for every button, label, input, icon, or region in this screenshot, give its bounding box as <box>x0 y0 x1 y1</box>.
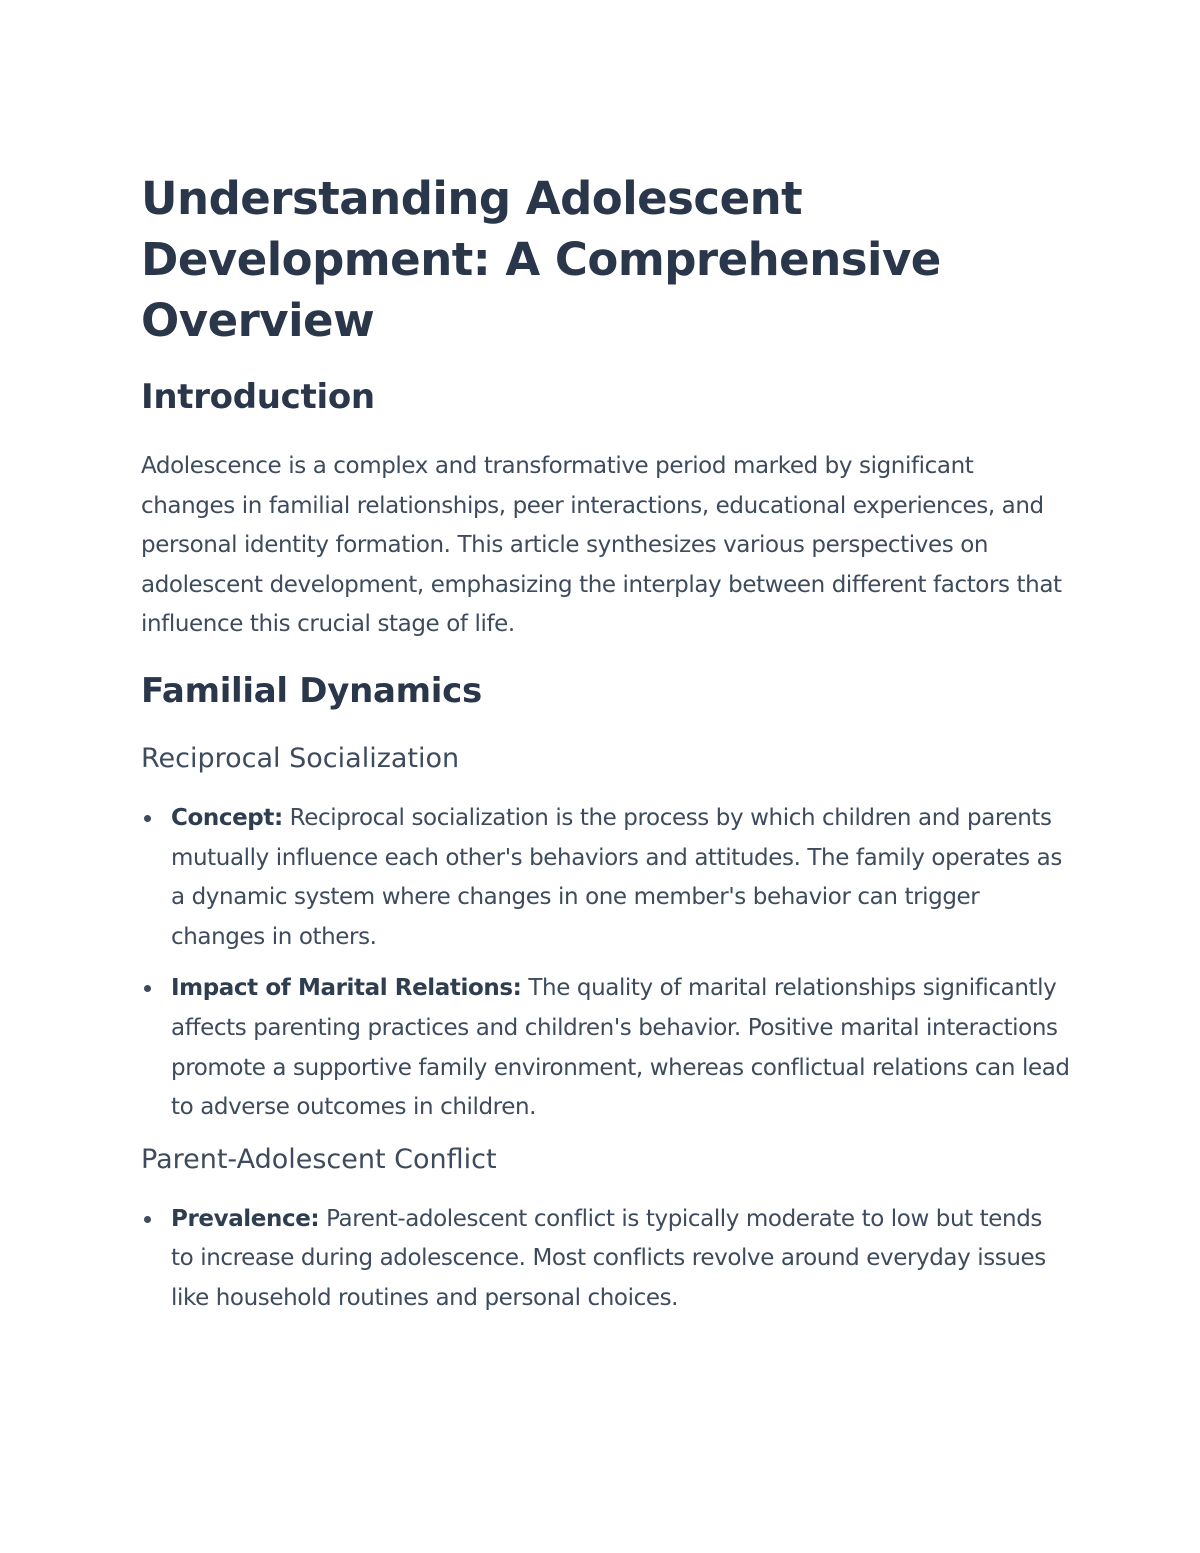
list-item-term: Prevalence: <box>171 1205 320 1232</box>
list-item-term: Impact of Marital Relations: <box>171 975 522 1002</box>
introduction-paragraph: Adolescence is a complex and transformative period marked by significant changes in familial relationships, peer interactions, educational experiences, and personal identity formation. This article synthesizes various perspectives on adolescent development, emphasizing the interplay between different factors that influence this crucial stage of life. <box>141 453 1062 638</box>
list-item <box>141 1200 1071 1319</box>
list-item-text: The quality of marital relationships significantly affects parenting practices and children's behavior. Positive marital interactions promote a supportive family environment, whereas conflictual relations can lead to adverse outcomes in children. <box>171 975 1070 1121</box>
list-item <box>141 799 1071 957</box>
document-page <box>141 168 1071 1319</box>
section-heading-familial-dynamics: Familial Dynamics <box>141 670 482 711</box>
parent-adolescent-conflict-list <box>141 1200 1071 1319</box>
list-item <box>141 969 1071 1127</box>
subsection-heading-reciprocal-socialization: Reciprocal Socialization <box>141 742 460 774</box>
reciprocal-socialization-list <box>141 799 1071 1128</box>
bullet-icon <box>144 985 151 992</box>
list-item-text: Parent-adolescent conflict is typically moderate to low but tends to increase during adolescence. Most conflicts revolve around everyday issues like household routines and personal choices. <box>171 1205 1046 1311</box>
bullet-icon <box>144 1216 151 1223</box>
subsection-heading-parent-adolescent-conflict: Parent-Adolescent Conflict <box>141 1143 497 1175</box>
list-item-term: Concept: <box>171 804 283 831</box>
page-title: Understanding Adolescent Development: A Comprehensive Overview <box>141 172 941 347</box>
section-heading-introduction: Introduction <box>141 377 375 417</box>
bullet-icon <box>144 815 151 822</box>
list-item-text: Reciprocal socialization is the process by which children and parents mutually influence each other's behaviors and attitudes. The family operates as a dynamic system where changes in one member's behavior can trigger changes in others. <box>171 804 1062 950</box>
